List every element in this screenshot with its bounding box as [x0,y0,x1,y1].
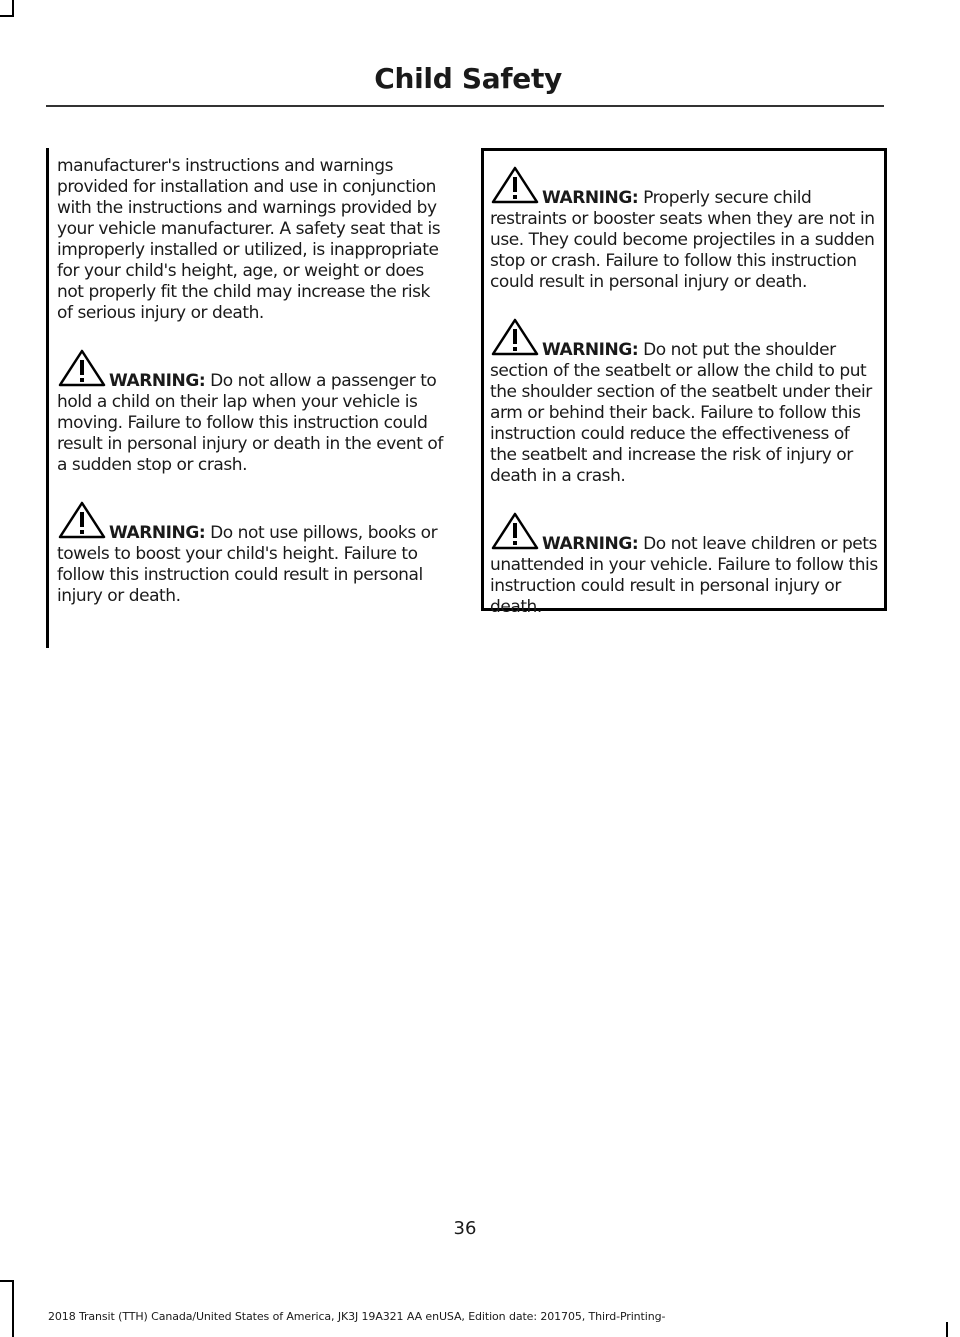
crop-mark-bottom-left-h [0,1280,14,1282]
page-number: 36 [453,1218,477,1239]
warning-triangle-icon [57,500,107,540]
warning-label: WARNING: [542,340,639,360]
warning-label: WARNING: [542,188,639,208]
warning-block [490,511,878,618]
header-rule [46,105,884,107]
left-column [46,148,453,648]
warning-block [490,317,878,487]
warning-label: WARNING: [542,534,639,554]
warning-text: Do not use pillows, books or towels to boost your child's height. Failure to follow this instruction could result in personal injury or death. [57,523,438,606]
warning-label: WARNING: [109,523,206,543]
warning-triangle-icon [490,165,540,205]
crop-mark-top-left [12,0,14,16]
warning-label: WARNING: [109,371,206,391]
warning-text: Properly secure child restraints or booster seats when they are not in use. They could become projectiles in a sudden stop or crash. Failure to follow this instruction could result in personal injury or death. [490,188,875,292]
crop-mark-bottom-right [946,1322,948,1337]
warning-text: Do not allow a passenger to hold a child on their lap when your vehicle is moving. Failure to follow this instruction could result in personal injury or death in the event of a sudden stop or crash. [57,371,443,475]
warning-block [57,348,447,476]
warning-triangle-icon [490,511,540,551]
intro-paragraph: manufacturer's instructions and warnings provided for installation and use in conjunction with the instructions and warnings provided by your vehicle manufacturer. A safety seat that is improperly installed or utilized, is inappropriate for your child's height, age, or weight or does not properly fit the child may increase the risk of serious injury or death. [57,156,441,323]
crop-mark-bottom-left [12,1280,14,1337]
right-column-warning-box [481,148,887,617]
warning-text: Do not put the shoulder section of the seatbelt or allow the child to put the shoulder section of the seatbelt under their arm or behind their back. Failure to follow this instruction could reduce the effectiveness of the seatbelt and increase the risk of injury or death in a crash. [490,340,872,486]
warning-triangle-icon [57,348,107,388]
crop-mark-top-left-h [0,15,14,17]
warning-text: Do not leave children or pets unattended in your vehicle. Failure to follow this instruction could result in personal injury or death. [490,534,878,617]
footer-edition-info: 2018 Transit (TTH) Canada/United States of America, JK3J 19A321 AA enUSA, Edition date: 201705, Third-Printing- [48,1310,666,1323]
page-title: Child Safety [374,62,562,95]
warning-block [57,500,447,607]
warning-block [490,165,878,293]
warning-triangle-icon [490,317,540,357]
